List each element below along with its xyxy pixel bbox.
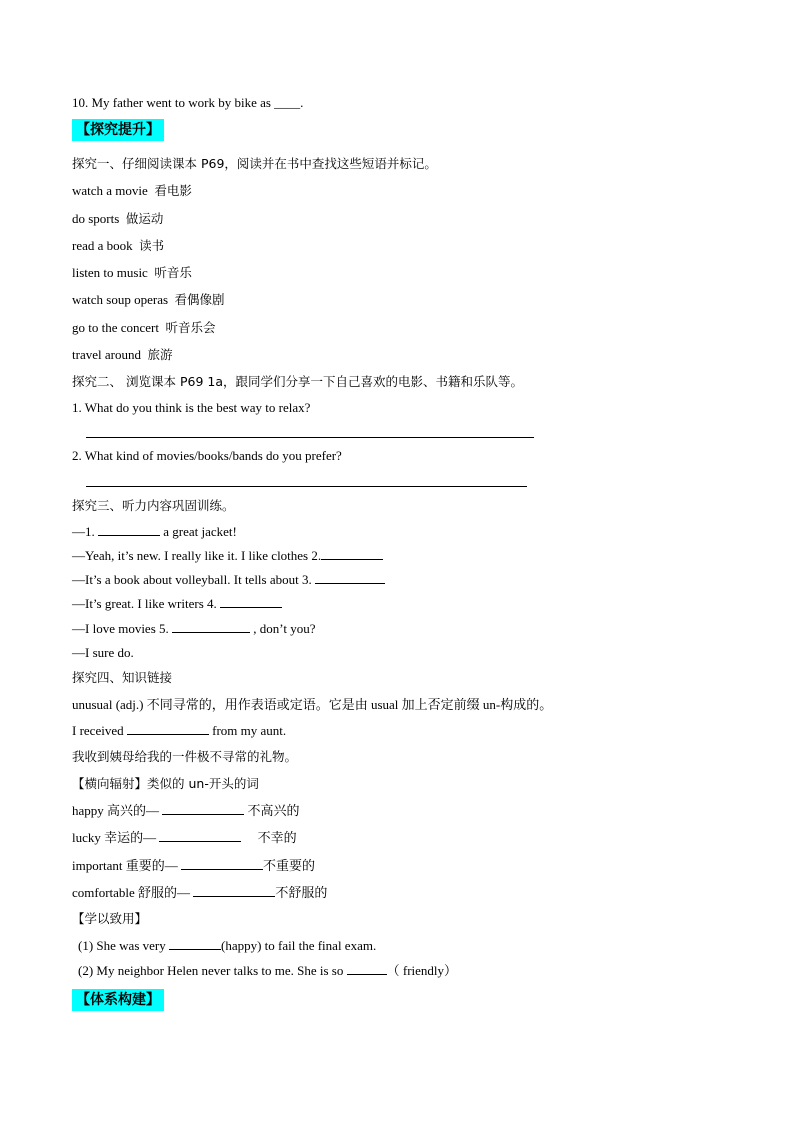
fill-blank[interactable] bbox=[193, 884, 275, 897]
phrase-item: watch a movie 看电影 bbox=[72, 183, 192, 198]
explore-1-title: 探究一、仔细阅读课本 P69，阅读并在书中查找这些短语并标记。 bbox=[72, 156, 437, 171]
apply-sentence-2: (2) My neighbor Helen never talks to me. She is so （ friendly） bbox=[78, 963, 458, 978]
apply-sentence-1: (1) She was very (happy) to fail the final exam. bbox=[78, 938, 377, 953]
example-translation: 我收到姨母给我的一件极不寻常的礼物。 bbox=[72, 749, 298, 764]
fill-blank[interactable] bbox=[159, 829, 241, 842]
explore-3-title: 探究三、听力内容巩固训练。 bbox=[72, 498, 235, 513]
dialogue-line: —I love movies 5. , don’t you? bbox=[72, 621, 316, 636]
dialogue-line: —It’s great. I like writers 4. bbox=[72, 595, 282, 613]
dialogue-line: —I sure do. bbox=[72, 645, 134, 660]
un-word-item: lucky 幸运的— 不幸的 bbox=[72, 830, 297, 845]
phrase-item: go to the concert 听音乐会 bbox=[72, 320, 216, 335]
apply-title: 【学以致用】 bbox=[72, 911, 148, 926]
fill-blank[interactable] bbox=[347, 962, 387, 975]
example-sentence: I received from my aunt. bbox=[72, 723, 287, 738]
section-heading-system-build: 【体系构建】 bbox=[72, 989, 164, 1011]
fill-blank[interactable] bbox=[220, 595, 282, 608]
answer-line-1 bbox=[86, 437, 534, 438]
fill-blank[interactable] bbox=[98, 523, 160, 536]
explore-2-question-1: 1. What do you think is the best way to relax? bbox=[72, 400, 311, 415]
phrase-item: travel around 旅游 bbox=[72, 347, 173, 362]
explore-2-question-2: 2. What kind of movies/books/bands do you prefer? bbox=[72, 448, 342, 463]
un-word-item: comfortable 舒服的— 不舒服的 bbox=[72, 885, 328, 900]
fill-blank[interactable] bbox=[181, 857, 263, 870]
section-heading-explore-improve: 【探究提升】 bbox=[72, 119, 164, 141]
phrase-item: watch soup operas 看偶像剧 bbox=[72, 292, 225, 307]
un-word-item: happy 高兴的— 不高兴的 bbox=[72, 803, 300, 818]
fill-blank[interactable] bbox=[162, 802, 244, 815]
phrase-item: listen to music 听音乐 bbox=[72, 265, 192, 280]
dialogue-line: —1. a great jacket! bbox=[72, 524, 237, 539]
dialogue-line: —It’s a book about volleyball. It tells about 3. bbox=[72, 571, 385, 589]
explore-2-title: 探究二、 浏览课本 P69 1a，跟同学们分享一下自己喜欢的电影、书籍和乐队等。 bbox=[72, 374, 523, 389]
un-word-item: important 重要的— 不重要的 bbox=[72, 858, 316, 873]
question-10: 10. My father went to work by bike as ____. bbox=[72, 95, 304, 110]
radiation-title: 【横向辐射】类似的 un-开头的词 bbox=[72, 776, 259, 791]
phrase-item: read a book 读书 bbox=[72, 238, 165, 253]
phrase-item: do sports 做运动 bbox=[72, 211, 164, 226]
fill-blank[interactable] bbox=[315, 571, 385, 584]
fill-blank[interactable] bbox=[172, 620, 250, 633]
fill-blank[interactable] bbox=[127, 722, 209, 735]
explore-4-title: 探究四、知识链接 bbox=[72, 670, 173, 685]
fill-blank[interactable] bbox=[321, 547, 383, 560]
definition-unusual: unusual (adj.) 不同寻常的，用作表语或定语。它是由 usual 加上否定前缀 un-构成的。 bbox=[72, 697, 553, 712]
fill-blank[interactable] bbox=[169, 937, 221, 950]
dialogue-line: —Yeah, it’s new. I really like it. I like clothes 2. bbox=[72, 547, 383, 565]
answer-line-2 bbox=[86, 486, 527, 487]
